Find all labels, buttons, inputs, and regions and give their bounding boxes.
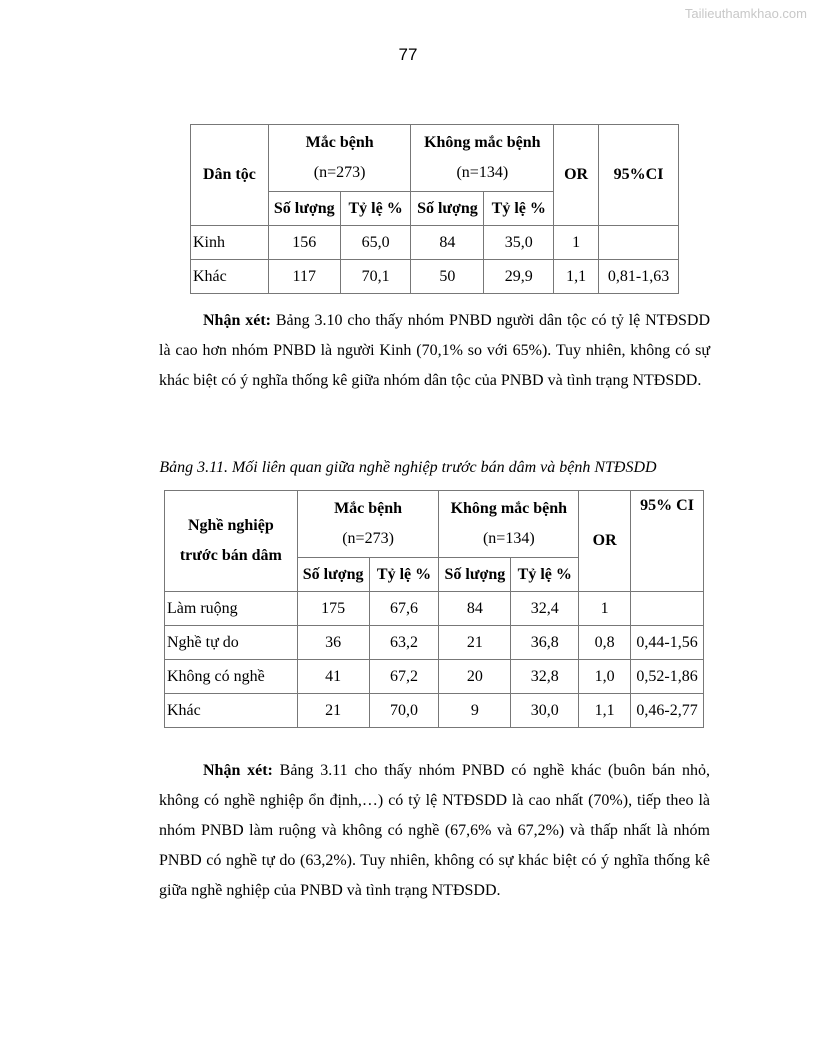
cell-pct-not-sick: 32,4 [511,592,579,626]
table-row [191,226,679,260]
header-not-sick-group [411,125,554,192]
cell-pct-not-sick: 32,8 [511,660,579,694]
cell-count-not-sick: 50 [411,260,484,294]
cell-ci: 0,52-1,86 [631,660,704,694]
cell-count-sick: 156 [268,226,340,260]
cell-count-sick: 117 [268,260,340,294]
cell-ci [599,226,679,260]
row-label: Không có nghề [165,660,298,694]
header-or: OR [554,125,599,226]
cell-pct-not-sick: 30,0 [511,694,579,728]
header-sick-n: (n=273) [342,530,394,547]
cell-pct-not-sick: 36,8 [511,626,579,660]
header-sick-title: Mắc bệnh [305,134,374,151]
table-header-row [191,125,679,192]
header-count: Số lượng [439,558,511,592]
header-pct: Tỷ lệ % [340,192,411,226]
header-not-sick-title: Không mắc bệnh [424,134,541,151]
cell-pct-sick: 63,2 [369,626,439,660]
table-caption: Bảng 3.11. Mối liên quan giữa nghề nghiệp trước bán dâm và bệnh NTĐSDD [159,459,657,476]
header-sick-group [297,491,439,558]
header-count: Số lượng [297,558,369,592]
cell-or: 1,0 [579,660,631,694]
cell-pct-sick: 65,0 [340,226,411,260]
cell-count-not-sick: 9 [439,694,511,728]
header-or: OR [579,491,631,592]
comment-text: Bảng 3.10 cho thấy nhóm PNBD người dân tộc có tỷ lệ NTĐSDD là cao hơn nhóm PNBD là người Kinh (70,1% so với 65%). Tuy nhiên, không có sự khác biệt có ý nghĩa thống kê giữa nhóm dân tộc của PNBD và tình trạng NTĐSDD. [159,312,711,389]
cell-ci: 0,46-2,77 [631,694,704,728]
header-sick-n: (n=273) [313,164,366,181]
header-not-sick-title: Không mắc bệnh [450,500,568,517]
cell-count-not-sick: 84 [439,592,511,626]
row-label: Khác [165,694,298,728]
row-label: Nghề tự do [165,626,298,660]
cell-count-not-sick: 84 [411,226,484,260]
header-sick-group [268,125,411,192]
watermark: Tailieuthamkhao.com [684,6,807,21]
cell-count-sick: 175 [297,592,369,626]
header-not-sick-n: (n=134) [482,530,535,547]
cell-or: 1,1 [554,260,599,294]
header-pct: Tỷ lệ % [484,192,554,226]
cell-or: 1,1 [579,694,631,728]
row-label: Làm ruộng [165,592,298,626]
cell-ci: 0,81-1,63 [599,260,679,294]
cell-or: 1 [554,226,599,260]
cell-ci [631,592,704,626]
table-row [165,660,704,694]
header-pct: Tỷ lệ % [369,558,439,592]
header-ci: 95% CI [631,491,704,592]
row-label: Khác [191,260,269,294]
header-occupation: Nghề nghiệp trước bán dâm [165,491,298,592]
page-number: 77 [398,45,418,64]
header-not-sick-n: (n=134) [456,164,509,181]
table-row [165,592,704,626]
header-sick-title: Mắc bệnh [334,500,403,517]
cell-pct-sick: 70,0 [369,694,439,728]
header-count: Số lượng [268,192,340,226]
cell-count-not-sick: 20 [439,660,511,694]
comment-text: Bảng 3.11 cho thấy nhóm PNBD có nghề khác (buôn bán nhỏ, không có nghề nghiệp ổn định,…) có tỷ lệ NTĐSDD là cao nhất (70%), tiếp theo là nhóm PNBD làm ruộng và không có nghề (67,6% và 67,2%) và thấp nhất là nhóm PNBD có nghề tự do (63,2%). Tuy nhiên, không có sự khác biệt có ý nghĩa thống kê giữa nghề nghiệp của PNBD và tình trạng NTĐSDD. [159,762,711,899]
cell-pct-sick: 67,2 [369,660,439,694]
cell-count-sick: 21 [297,694,369,728]
cell-pct-not-sick: 29,9 [484,260,554,294]
header-ci: 95%CI [599,125,679,226]
ethnicity-table [190,124,679,294]
cell-or: 0,8 [579,626,631,660]
row-label: Kinh [191,226,269,260]
cell-pct-sick: 70,1 [340,260,411,294]
cell-count-not-sick: 21 [439,626,511,660]
cell-pct-not-sick: 35,0 [484,226,554,260]
cell-count-sick: 36 [297,626,369,660]
header-pct: Tỷ lệ % [511,558,579,592]
cell-pct-sick: 67,6 [369,592,439,626]
header-ethnicity: Dân tộc [191,125,269,226]
header-not-sick-group [439,491,579,558]
comment-label: Nhận xét: [203,312,271,329]
cell-ci: 0,44-1,56 [631,626,704,660]
table-row [165,694,704,728]
table-row [191,260,679,294]
comment-label: Nhận xét: [203,762,273,779]
cell-count-sick: 41 [297,660,369,694]
table-row [165,626,704,660]
cell-or: 1 [579,592,631,626]
occupation-table [164,490,704,728]
table-header-row [165,491,704,558]
comment-paragraph-1 [159,306,710,396]
header-count: Số lượng [411,192,484,226]
comment-paragraph-2 [159,756,710,906]
